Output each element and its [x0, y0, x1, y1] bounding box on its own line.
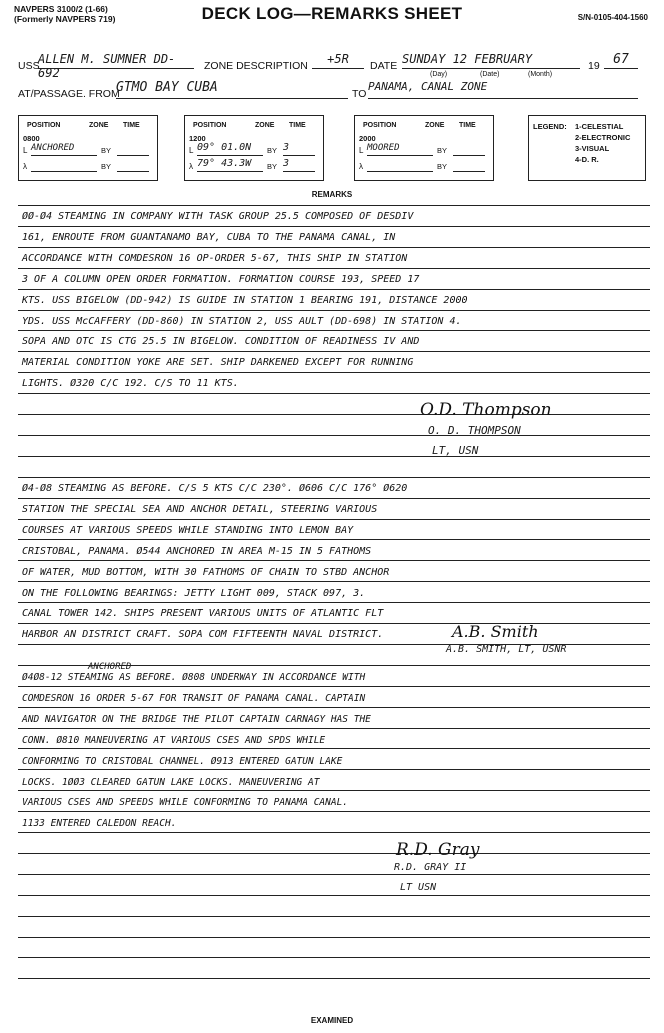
log-line: MATERIAL CONDITION YOKE ARE SET. SHIP DARKENED EXCEPT FOR RUNNING: [22, 357, 414, 369]
zone-col-label: ZONE: [425, 122, 445, 129]
log-line: CONN. Ø810 MANEUVERING AT VARIOUS CSES AND SPDS WHILE: [22, 734, 326, 746]
log-line: COURSES AT VARIOUS SPEEDS WHILE STANDING INTO LEMON BAY: [22, 524, 354, 536]
sub-month-label: (Month): [528, 71, 553, 78]
log-line: VARIOUS CSES AND SPEEDS WHILE CONFORMING TO PANAMA CANAL.: [22, 797, 349, 809]
year-field[interactable]: 67: [604, 52, 638, 69]
time-col-label: TIME: [289, 122, 306, 129]
lon-label: λ: [23, 162, 27, 171]
ruled-line: [18, 539, 650, 540]
log-line: ON THE FOLLOWING BEARINGS: JETTY LIGHT 009, STACK 097, 3.: [22, 587, 366, 599]
lat-label: L: [189, 146, 194, 155]
by-label: BY: [101, 162, 112, 171]
by-field[interactable]: 3: [283, 142, 315, 156]
by-field[interactable]: [453, 143, 485, 156]
legend-item: 4-D. R.: [575, 155, 599, 164]
log-line: CRISTOBAL, PANAMA. Ø544 ANCHORED IN AREA M-15 IN 5 FATHOMS: [22, 545, 372, 557]
lat-label: L: [359, 146, 364, 155]
date-label: DATE: [370, 60, 398, 72]
ruled-line: [18, 602, 650, 603]
to-field[interactable]: PANAMA, CANAL ZONE: [368, 80, 638, 99]
signer-rank-entry1: LT, USN: [432, 444, 479, 457]
to-label: TO: [352, 88, 367, 100]
from-field[interactable]: GTMO BAY CUBA: [116, 80, 348, 99]
ruled-line: [18, 811, 650, 812]
lon-field[interactable]: [31, 159, 97, 172]
log-line: 161, ENROUTE FROM GUANTANAMO BAY, CUBA TO THE PANAMA CANAL, IN: [22, 231, 396, 243]
remarks-heading: REMARKS: [311, 190, 353, 199]
lat-field[interactable]: 09° 01.0N: [197, 142, 263, 156]
legend-item: 1-CELESTIAL: [575, 122, 624, 131]
ruled-line: [18, 874, 650, 875]
ruled-line: [18, 769, 650, 770]
by-field[interactable]: [117, 143, 149, 156]
legend-title: LEGEND:: [533, 122, 567, 131]
ruled-line: [18, 937, 650, 938]
zone-field[interactable]: +5R: [312, 52, 364, 69]
ruled-line: [18, 560, 650, 561]
ruled-line: [18, 519, 650, 520]
lat-label: L: [23, 146, 28, 155]
signer-name-entry3: R.D. GRAY II: [394, 862, 467, 873]
log-line: Ø4Ø8-12 STEAMING AS BEFORE. Ø808 UNDERWAY IN ACCORDANCE WITH: [22, 672, 366, 683]
log-line: YDS. USS McCAFFERY (DD-860) IN STATION 2, USS AULT (DD-698) IN STATION 4.: [22, 315, 462, 327]
signature-entry1: O.D. Thompson: [420, 400, 552, 420]
ruled-line: [18, 456, 650, 457]
time-value: 1200: [189, 134, 206, 143]
log-line: LOCKS. 1ØØ3 CLEARED GATUN LAKE LOCKS. MANEUVERING AT: [22, 776, 320, 788]
signer-name-entry2: A.B. SMITH, LT, USNR: [446, 644, 567, 655]
ruled-line: [18, 895, 650, 896]
signature-entry2: A.B. Smith: [452, 622, 539, 641]
uss-label: USS: [18, 60, 40, 72]
ruled-line: [18, 351, 650, 352]
log-line: 3 OF A COLUMN OPEN ORDER FORMATION. FORMATION COURSE 193, SPEED 17: [22, 273, 420, 285]
lon-label: λ: [359, 162, 363, 171]
by-label: BY: [437, 162, 448, 171]
anchored-insert: ANCHORED: [88, 662, 132, 672]
by-label: BY: [101, 146, 112, 155]
zone-col-label: ZONE: [255, 122, 275, 129]
lon-label: λ: [189, 162, 193, 171]
position-box-2000: [354, 115, 494, 181]
by-field[interactable]: [117, 159, 149, 172]
log-line: SOPA AND OTC IS CTG 25.5 IN BIGELOW. CONDITION OF READINESS IV AND: [22, 336, 420, 348]
ruled-line: [18, 686, 650, 687]
ruled-line: [18, 498, 650, 499]
year-prefix: 19: [588, 60, 600, 72]
lat-field[interactable]: ANCHORED: [31, 143, 97, 156]
time-value: 2000: [359, 134, 376, 143]
sub-day-label: (Day): [430, 71, 448, 78]
ruled-line: [18, 330, 650, 331]
zone-label: ZONE DESCRIPTION: [204, 60, 308, 72]
by-field[interactable]: 3: [283, 158, 315, 172]
ruled-line: [18, 268, 650, 269]
form-number: NAVPERS 3100/2 (1-66): [14, 4, 108, 14]
log-line: AND NAVIGATOR ON THE BRIDGE THE PILOT CAPTAIN CARNAGY HAS THE: [22, 713, 371, 725]
ruled-line: [18, 978, 650, 979]
lon-field[interactable]: 79° 43.3W: [197, 158, 263, 172]
ruled-line: [18, 393, 650, 394]
position-box-0800: [18, 115, 158, 181]
lon-field[interactable]: [367, 159, 433, 172]
legend-item: 2-ELECTRONIC: [575, 133, 631, 142]
log-line: LIGHTS. Ø320 C/C 192. C/S TO 11 KTS.: [22, 378, 239, 390]
log-line: CONFORMING TO CRISTOBAL CHANNEL. Ø913 ENTERED GATUN LAKE: [22, 755, 343, 767]
signature-entry3: R.D. Gray: [396, 840, 480, 860]
ruled-line: [18, 581, 650, 582]
at-passage-label: AT/PASSAGE. FROM: [18, 88, 120, 100]
legend-box: [528, 115, 646, 181]
ruled-line: [18, 205, 650, 206]
ruled-line: [18, 247, 650, 248]
log-line: KTS. USS BIGELOW (DD-942) IS GUIDE IN STATION 1 BEARING 191, DISTANCE 2000: [22, 294, 468, 306]
uss-field[interactable]: ALLEN M. SUMNER DD-692: [38, 52, 194, 69]
ruled-line: [18, 916, 650, 917]
ruled-line: [18, 310, 650, 311]
by-label: BY: [267, 162, 278, 171]
ruled-line: [18, 957, 650, 958]
by-field[interactable]: [453, 159, 485, 172]
ruled-line: [18, 832, 650, 833]
ruled-line: [18, 790, 650, 791]
log-line: CANAL TOWER 142. SHIPS PRESENT VARIOUS UNITS OF ATLANTIC FLT: [22, 608, 384, 620]
log-line: OF WATER, MUD BOTTOM, WITH 30 FATHOMS OF CHAIN TO STBD ANCHOR: [22, 566, 390, 578]
ruled-line: [18, 289, 650, 290]
stock-number: S/N-0105-404-1560: [577, 13, 648, 22]
lat-field[interactable]: MOORED: [367, 143, 433, 156]
position-col-label: POSITION: [27, 122, 61, 129]
ruled-line: [18, 748, 650, 749]
by-label: BY: [437, 146, 448, 155]
ruled-line: [18, 728, 650, 729]
by-label: BY: [267, 146, 278, 155]
log-line: ØØ-Ø4 STEAMING IN COMPANY WITH TASK GROUP 25.5 COMPOSED OF DESDIV: [22, 211, 414, 222]
ruled-line: [18, 623, 650, 624]
log-line: STATION THE SPECIAL SEA AND ANCHOR DETAIL, STEERING VARIOUS: [22, 503, 378, 515]
ruled-line: [18, 707, 650, 708]
log-line: HARBOR AN DISTRICT CRAFT. SOPA COM FIFTEENTH NAVAL DISTRICT.: [22, 629, 384, 641]
examined-label: EXAMINED: [310, 1016, 354, 1025]
position-col-label: POSITION: [193, 122, 227, 129]
log-line: 1133 ENTERED CALEDON REACH.: [22, 818, 177, 830]
ruled-line: [18, 853, 650, 854]
ruled-line: [18, 372, 650, 373]
legend-item: 3-VISUAL: [575, 144, 610, 153]
log-line: ACCORDANCE WITH COMDESRON 16 OP-ORDER 5-67, THIS SHIP IN STATION: [22, 252, 408, 264]
log-line: Ø4-Ø8 STEAMING AS BEFORE. C/S 5 KTS C/C 230°. Ø606 C/C 176° Ø620: [22, 483, 408, 494]
time-col-label: TIME: [459, 122, 476, 129]
form-formerly: (Formerly NAVPERS 719): [14, 14, 116, 24]
ruled-line: [18, 414, 650, 415]
signer-rank-entry3: LT USN: [400, 882, 437, 893]
zone-col-label: ZONE: [89, 122, 109, 129]
log-line: COMDESRON 16 ORDER 5-67 FOR TRANSIT OF PANAMA CANAL. CAPTAIN: [22, 692, 366, 704]
date-field[interactable]: SUNDAY 12 FEBRUARY: [402, 52, 580, 69]
page-title: DECK LOG—REMARKS SHEET: [201, 4, 463, 23]
sub-date-label: (Date): [480, 71, 500, 78]
signer-name-entry1: O. D. THOMPSON: [428, 424, 521, 437]
position-box-1200: [184, 115, 324, 181]
time-value: 0800: [23, 134, 40, 143]
position-col-label: POSITION: [363, 122, 397, 129]
time-col-label: TIME: [123, 122, 140, 129]
ruled-line: [18, 477, 650, 478]
ruled-line: [18, 435, 650, 436]
ruled-line: [18, 226, 650, 227]
